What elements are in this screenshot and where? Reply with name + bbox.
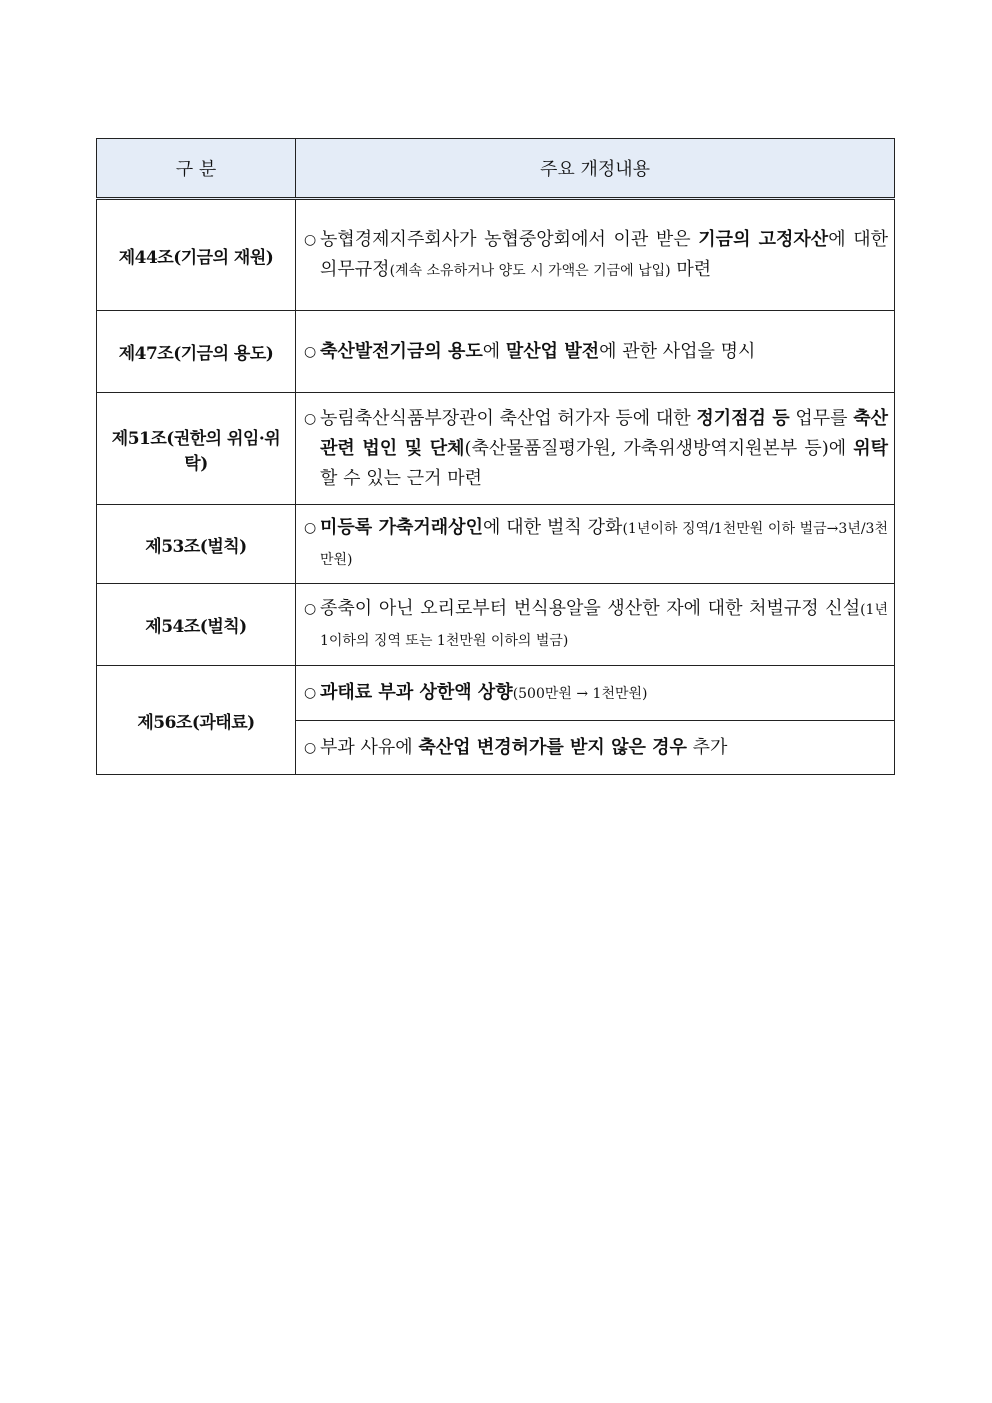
content-cell [296, 721, 895, 775]
bullet-icon: ○ [304, 343, 317, 360]
bullet-icon: ○ [304, 739, 317, 756]
header-content: 주요 개정내용 [296, 139, 895, 199]
list-item: ○ 과태료 부과 상한액 상향(500만원 → 1천만원) [304, 678, 888, 709]
list-item: ○ 농협경제지주회사가 농협중앙회에서 이관 받은 기금의 고정자산에 대한 의무규정(계속 소유하거나 양도 시 가액은 기금에 납입) 마련 [304, 225, 888, 286]
table-row [97, 584, 895, 666]
list-item: ○ 농림축산식품부장관이 축산업 허가자 등에 대한 정기점검 등 업무를 축산 관련 법인 및 단체(축산물품질평가원, 가축위생방역지원본부 등)에 위탁할 수 있는 근거 마련 [304, 404, 888, 494]
content-cell [296, 584, 895, 666]
list-item: ○ 종축이 아닌 오리로부터 번식용알을 생산한 자에 대한 처벌규정 신설(1년 1이하의 징역 또는 1천만원 이하의 벌금) [304, 594, 888, 656]
content-cell [296, 199, 895, 311]
article-cell: 제54조(벌칙) [97, 584, 296, 666]
header-category: 구 분 [97, 139, 296, 199]
table-row [97, 311, 895, 393]
table-row [97, 393, 895, 505]
table-row [97, 199, 895, 311]
article-cell: 제53조(벌칙) [97, 505, 296, 584]
article-cell: 제51조(권한의 위임·위탁) [97, 393, 296, 505]
article-cell: 제47조(기금의 용도) [97, 311, 296, 393]
header-row [97, 139, 895, 199]
article-cell: 제44조(기금의 재원) [97, 199, 296, 311]
bullet-icon: ○ [304, 520, 317, 536]
bullet-icon: ○ [304, 231, 317, 248]
bullet-icon: ○ [304, 684, 317, 701]
content-cell [296, 666, 895, 721]
content-cell [296, 311, 895, 393]
bullet-icon: ○ [304, 600, 317, 617]
content-cell [296, 393, 895, 505]
article-cell: 제56조(과태료) [97, 666, 296, 775]
table-row [97, 505, 895, 584]
list-item: ○ 미등록 가축거래상인에 대한 벌칙 강화(1년이하 징역/1천만원 이하 벌금→3년/3천만원) [304, 513, 888, 575]
list-item: ○ 부과 사유에 축산업 변경허가를 받지 않은 경우 추가 [304, 733, 888, 763]
table-row [97, 666, 895, 721]
bullet-icon: ○ [304, 410, 317, 427]
amendment-table [96, 138, 895, 775]
content-cell [296, 505, 895, 584]
list-item: ○ 축산발전기금의 용도에 말산업 발전에 관한 사업을 명시 [304, 337, 888, 367]
